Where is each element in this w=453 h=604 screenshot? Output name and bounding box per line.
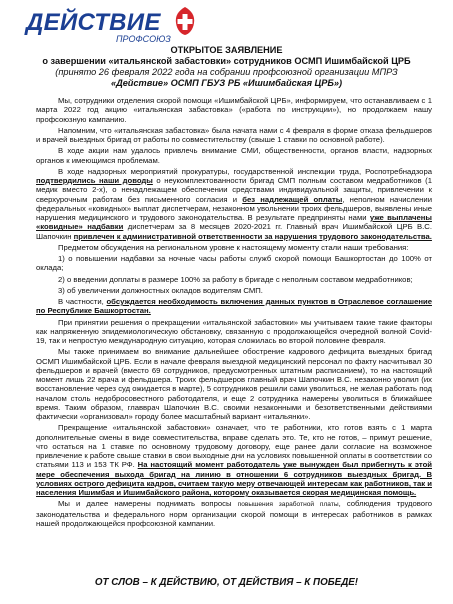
paragraph-13 xyxy=(36,499,432,528)
logo-cross-icon xyxy=(170,5,200,37)
paragraph-9 xyxy=(36,297,432,316)
p4-text-b: подтвердились наши доводы xyxy=(36,176,153,185)
paragraph-10: При принятии решения о прекращении «итальянской забастовки» мы учитываем такие такие факторы как напряженную эпидемиологическую обстановку, связанную с продолжающейся очередной волной Covid-19, так и непростую международную ситуацию, которая сложилась во второй половине февраля. xyxy=(36,317,432,345)
p12-text-b: На настоящий момент работодатель уже вынужден был прибегнуть к этой мере обеспечения выхода бригад на линию в отношении 6 сотрудников выездных бригад. В условиях острого дефицита кадров, считаем такую меру отвечающей интересам как работников, так и населения Ишимбая и Ишимбайского района, которому оказывается скорая медицинская помощь. xyxy=(36,460,432,497)
paragraph-3: В ходе акции нам удалось привлечь внимание СМИ, общественности, органов власти, надзорных органов к имеющимся проблемам. xyxy=(36,146,432,165)
p4-text-d: без надлежащей оплаты xyxy=(242,194,343,204)
paragraph-6: 1) о повышении надбавки за ночные часы работы служб скорой помощи Башкортостан до 100% от оклада; xyxy=(36,254,432,273)
p9-text-b: обсуждается необходимость включения данных пунктов в Отраслевое соглашение по Республике Башкортостан. xyxy=(36,297,432,316)
document-title: ОТКРЫТОЕ ЗАЯВЛЕНИЕ xyxy=(170,45,283,55)
paragraph-2: Напомним, что «итальянская забастовка» была начата нами с 4 февраля в форме отказа фельдшеров и врачей выездных бригад от работы по совместительству (свыше 1 ставки по основной работе). xyxy=(36,125,432,144)
document-body xyxy=(36,96,432,530)
p4-text-a: В ходе надзорных мероприятий прокуратуры, государственной инспекции труда, Роспотребнадзора xyxy=(58,166,432,176)
p13-text-a: Мы и далее намерены поднимать вопросы xyxy=(58,499,238,509)
paragraph-7: 2) о введении доплаты в размере 100% за работу в бригаде с неполным составом медработников; xyxy=(58,274,413,284)
p4-text-c: о неукомплектованности бригад СМП полным составом медработников (1 медик вместо 2-х), о ненадлежащем обеспечении средствами индивидуальной защиты, привлечении к сверхурочным работам без письменного согласия и xyxy=(36,176,432,204)
paragraph-4 xyxy=(36,167,432,241)
logo-word: ДЕЙСТВИЕ xyxy=(26,9,161,36)
p9-text-a: В частности, xyxy=(58,297,107,306)
footer-slogan: ОТ СЛОВ – К ДЕЙСТВИЮ, ОТ ДЕЙСТВИЯ – К ПОБЕДЕ! xyxy=(94,577,359,588)
p13-text-b: повышения заработной платы xyxy=(237,501,339,509)
p13-text-c: , соблюдения трудового законодательства и федерального норм организации скорой помощи в интересах работников в рамках нашей продолжающейся профсоюзной кампании. xyxy=(36,499,432,528)
p12-text-a: Прекращение «итальянской забастовки» означает, что те работники, кто готов взять с 1 марта дополнительные смены в виде совместительства, вправе сделать это. Те, кто не готов, – примут решение, что остаться на 1 ставке по основному трудовому договору, еще ранее дали согласие на возможное привлечение к работе свыше ставки в свои выходные дни на условиях повышенной оплаты в соответствии со статьями 113 и 153 ТК РФ. xyxy=(36,423,432,470)
paragraph-11: Мы также принимаем во внимание дальнейшее обострение кадрового дефицита выездных бригад ОСМП Ишимбайской ЦРБ. Если в начале февраля выездной медицинский персонал по факту насчитывал 30 фельдшеров и врачей (вместо 69 сотрудников, предусмотренных штатным расписанием), то на настоящий момент лишь 22 врача и фельдшера. Троих фельдшеров главный врач Шапочкин В.С. незаконно уволил (их восстановление через суд ожидается в марте), 5 сотрудников решили сами уволиться, не желая работать под началом столь недобросовестного работодателя, и еще 2 сотрудника намерены уволиться в ближайшее время. Таким образом, главврач Шапочкин В.С. своими незаконными и безответственными действиями фактически «организовал» городу более масштабный вариант «итальянки». xyxy=(36,347,432,421)
paragraph-5: Предметом обсуждения на региональном уровне к настоящему моменту стали наши требования: xyxy=(58,242,409,252)
document-note-2: «Действие» ОСМП ГБУЗ РБ «Ишимбайская ЦРБ») xyxy=(110,78,343,88)
document-subtitle: о завершении «итальянской забастовки» сотрудников ОСМП Ишимбайской ЦРБ xyxy=(42,56,411,66)
logo-sub: ПРОФСОЮЗ xyxy=(116,34,171,44)
paragraph-12 xyxy=(36,423,432,497)
document-note-1: (принято 26 февраля 2022 года на собрании профсоюзной организации МПРЗ xyxy=(55,67,398,77)
paragraph-1: Мы, сотрудники отделения скорой помощи «Ишимбайской ЦРБ», информируем, что останавливаем с 1 марта 2022 год акцию «итальянская забастовка» («работа по инструкции»), но продолжаем нашу профсоюзную кампанию. xyxy=(36,96,432,124)
p4-text-h: привлечен к административной ответственности за нарушения трудового законодательства. xyxy=(73,231,432,241)
logo xyxy=(20,3,200,49)
p4-text-f: уже выплачены «ковидные» надбавки xyxy=(36,213,432,232)
paragraph-8: 3) об увеличении должностных окладов водителям СМП. xyxy=(58,285,263,295)
p4-text-e: , неполном начислении федеральных «ковидных» выплат диспетчерам, незаконном увольнении троих фельдшеров, выявлены иные нарушения медицинского и трудового законодательства. В результате предприняты нами xyxy=(36,194,432,222)
p4-text-g: диспетчерам за 8 месяцев 2020-2021 гг. Главный врач Ишимбайской ЦРБ В.С. Шапочкин xyxy=(36,222,432,241)
